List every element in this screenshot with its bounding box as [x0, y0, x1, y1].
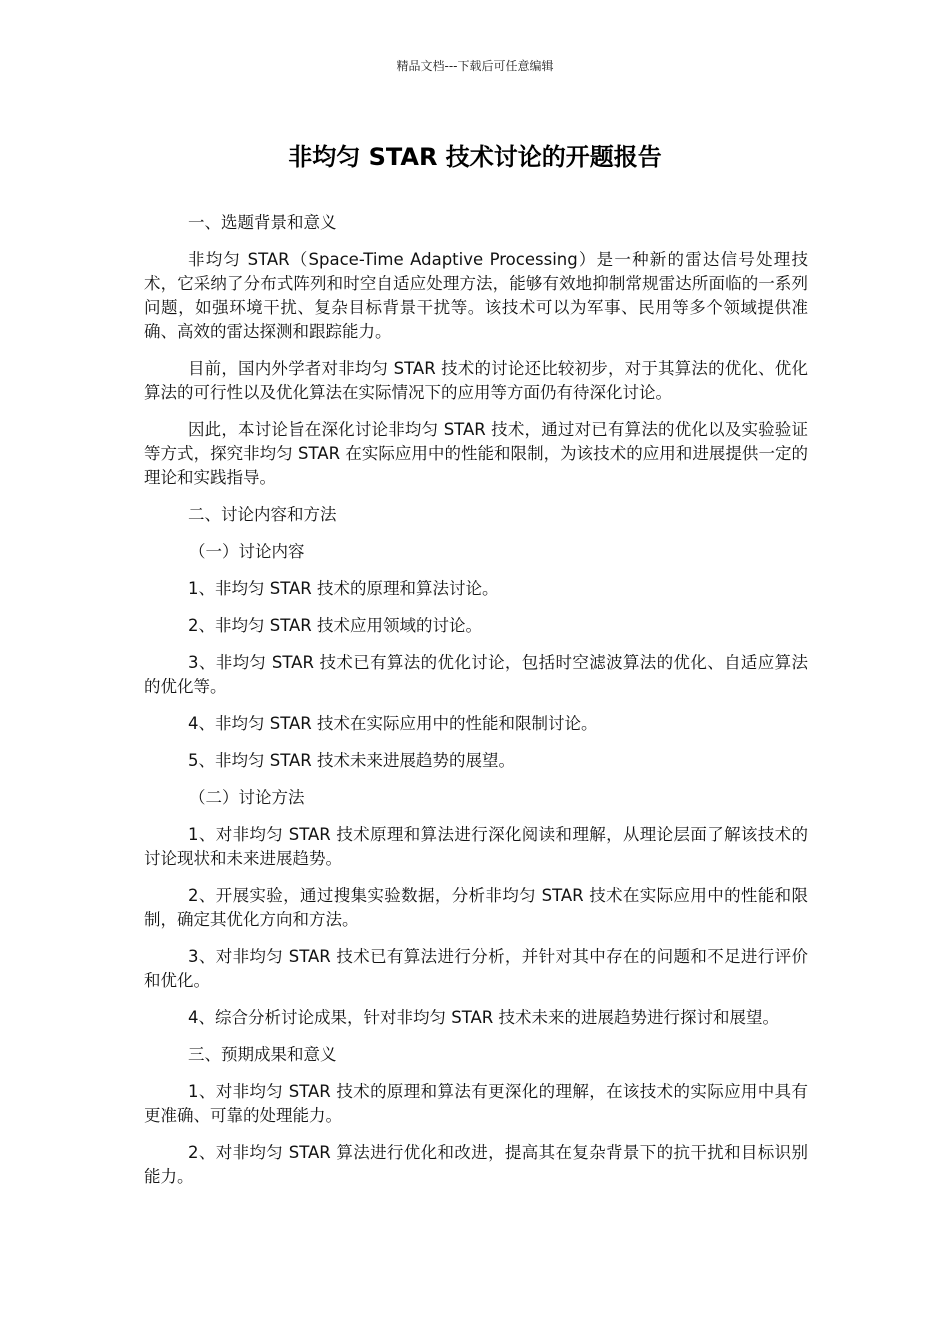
list-item: 5、非均匀 STAR 技术未来进展趋势的展望。 — [188, 751, 516, 770]
paragraph-purpose: 因此，本讨论旨在深化讨论非均匀 STAR 技术，通过对已有算法的优化以及实验验证等方式，探究非均匀 STAR 在实际应用中的性能和限制，为该技术的应用和进展提供一定的理论和实践指导。 — [144, 420, 808, 487]
list-item: 4、非均匀 STAR 技术在实际应用中的性能和限制讨论。 — [188, 714, 598, 733]
subheading-content: （一）讨论内容 — [189, 542, 305, 561]
document-body — [144, 211, 808, 1202]
list-item: 4、综合分析讨论成果，针对非均匀 STAR 技术未来的进展趋势进行探讨和展望。 — [188, 1008, 780, 1027]
list-item: 3、非均匀 STAR 技术已有算法的优化讨论，包括时空滤波算法的优化、自适应算法的优化等。 — [144, 653, 808, 696]
list-item: 2、非均匀 STAR 技术应用领域的讨论。 — [188, 616, 483, 635]
list-item: 2、对非均匀 STAR 算法进行优化和改进，提高其在复杂背景下的抗干扰和目标识别能力。 — [144, 1143, 808, 1186]
section-heading-content-methods: 二、讨论内容和方法 — [188, 505, 337, 524]
list-item: 1、非均匀 STAR 技术的原理和算法讨论。 — [188, 579, 499, 598]
list-item: 1、对非均匀 STAR 技术的原理和算法有更深化的理解，在该技术的实际应用中具有更准确、可靠的处理能力。 — [144, 1082, 808, 1125]
section-heading-expected-results: 三、预期成果和意义 — [188, 1045, 337, 1064]
document-title: 非均匀 STAR 技术讨论的开题报告 — [288, 143, 662, 171]
list-item: 1、对非均匀 STAR 技术原理和算法进行深化阅读和理解，从理论层面了解该技术的讨论现状和未来进展趋势。 — [144, 825, 808, 868]
list-item: 2、开展实验，通过搜集实验数据，分析非均匀 STAR 技术在实际应用中的性能和限制，确定其优化方向和方法。 — [144, 886, 808, 929]
page-header-note: 精品文档---下载后可任意编辑 — [396, 59, 554, 73]
paragraph-intro: 非均匀 STAR（Space-Time Adaptive Processing）是一种新的雷达信号处理技术，它采纳了分布式阵列和时空自适应处理方法，能够有效地抑制常规雷达所面临的一系列问题，如强环境干扰、复杂目标背景干扰等。该技术可以为军事、民用等多个领域提供准确、高效的雷达探测和跟踪能力。 — [144, 250, 808, 341]
list-item: 3、对非均匀 STAR 技术已有算法进行分析，并针对其中存在的问题和不足进行评价和优化。 — [144, 947, 808, 990]
subheading-methods: （二）讨论方法 — [189, 788, 305, 807]
section-heading-background: 一、选题背景和意义 — [188, 213, 337, 232]
paragraph-current-status: 目前，国内外学者对非均匀 STAR 技术的讨论还比较初步，对于其算法的优化、优化算法的可行性以及优化算法在实际情况下的应用等方面仍有待深化讨论。 — [144, 359, 808, 402]
